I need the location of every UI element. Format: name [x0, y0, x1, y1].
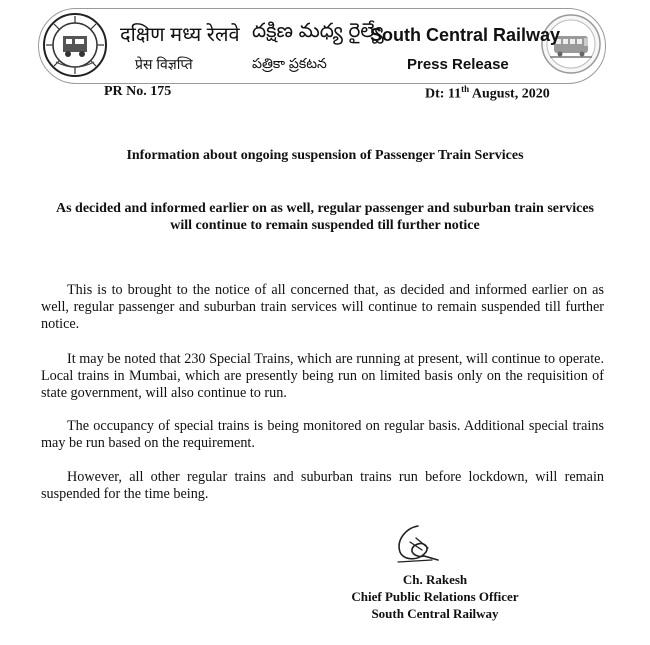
handwritten-signature [388, 522, 444, 566]
body-paragraph-3: The occupancy of special trains is being monitored on regular basis. Additional special trains may be run based on the requirement. [41, 418, 604, 451]
press-release-telugu: పత్రికా ప్రకటన [252, 55, 327, 71]
org-name-english: South Central Railway [370, 25, 561, 45]
press-release-english: Press Release [407, 56, 509, 73]
press-release-date: Dt: 11th August, 2020 [425, 84, 550, 102]
body-paragraph-2: It may be noted that 230 Special Trains, which are running at present, will continue to operate. Local trains in Mumbai, which are presently being run on limited basis only on the requisition of state government, will also continue to run. [41, 351, 604, 401]
signatory-designation: Chief Public Relations Officer [351, 589, 519, 604]
document-title: Information about ongoing suspension of Passenger Train Services [126, 148, 524, 163]
document-subtitle: As decided and informed earlier on as well, regular passenger and suburban train services will continue to remain suspended till further notice [56, 201, 594, 233]
signatory-name: Ch. Rakesh [402, 572, 468, 587]
press-release-number: PR No. 175 [104, 84, 172, 99]
body-paragraph-1: This is to brought to the notice of all concerned that, as decided and informed earlier on as well, regular passenger and suburban train services will continue to remain suspended till further notice. [41, 282, 604, 332]
indian-railways-emblem [42, 12, 108, 78]
org-name-hindi: दक्षिण मध्य रेलवे [120, 24, 240, 46]
press-release-hindi: प्रेस विज्ञप्ति [135, 56, 193, 72]
body-paragraph-4: However, all other regular trains and suburban trains run before lockdown, will remain suspended for the time being. [41, 469, 604, 502]
signatory-organization: South Central Railway [371, 606, 499, 621]
org-name-telugu: దక్షిణ మధ్య రైల్వే [252, 20, 384, 42]
